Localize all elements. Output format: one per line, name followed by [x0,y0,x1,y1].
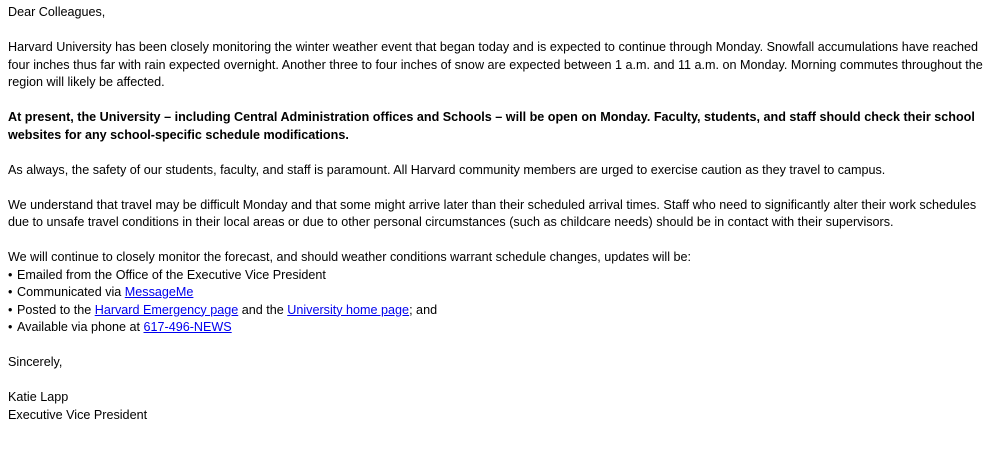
list-item-phone-prefix: Available via phone at [17,320,144,334]
signature-name: Katie Lapp [8,390,69,404]
list-item-email-text: Emailed from the Office of the Executive Vice President [17,267,326,282]
university-home-page-link[interactable]: University home page [287,302,410,317]
list-item-webpages-middle: and the [238,302,288,317]
harvard-emergency-page-link[interactable]: Harvard Emergency page [94,302,239,317]
messageme-link[interactable]: MessageMe [124,285,194,299]
paragraph-weather-update: Harvard University has been closely monitoring the winter weather event that began today and is expected to continue through Monday. Snowfall accumulations have reached four inches thus far with rain expected overnight. Another three to four inches of snow are expected between 1 a.m. and 11 a.m. on Monday. Morning commutes throughout the region will likely be affected. [8,40,983,89]
signature-title: Executive Vice President [8,407,148,422]
paragraph-safety: As always, the safety of our students, faculty, and staff is paramount. All Harvard community members are urged to exercise caution as they travel to campus. [8,162,886,177]
paragraph-university-open: At present, the University – including Central Administration offices and Schools – will be open on Monday. Faculty, students, and staff should check their school websites for any school-specific schedule modifications. [8,110,975,142]
list-item-webpages-prefix: Posted to the [17,302,95,317]
bullet-icon: • [8,267,13,282]
list-item-webpages-suffix: ; and [409,302,438,317]
list-item-messageme [8,284,993,302]
phone-number-link[interactable]: 617-496-NEWS [143,320,232,334]
salutation: Dear Colleagues, [8,5,106,19]
list-item-webpages [8,302,993,320]
paragraph-travel: We understand that travel may be difficult Monday and that some might arrive later than their scheduled arrival times. Staff who need to significantly alter their work schedules due to unsafe travel conditions in their local areas or due to other personal circumstances (such as childcare needs) should be in contact with their supervisors. [8,197,977,229]
list-item-messageme-prefix: Communicated via [17,285,125,299]
updates-list-intro: We will continue to closely monitor the forecast, and should weather conditions warrant schedule changes, updates will be: [8,250,692,264]
bullet-icon: • [8,320,13,334]
updates-list [8,249,993,337]
bullet-icon: • [8,302,13,317]
list-item-email [8,267,993,285]
closing: Sincerely, [8,355,63,369]
bullet-icon: • [8,285,13,299]
list-item-phone [8,319,993,337]
